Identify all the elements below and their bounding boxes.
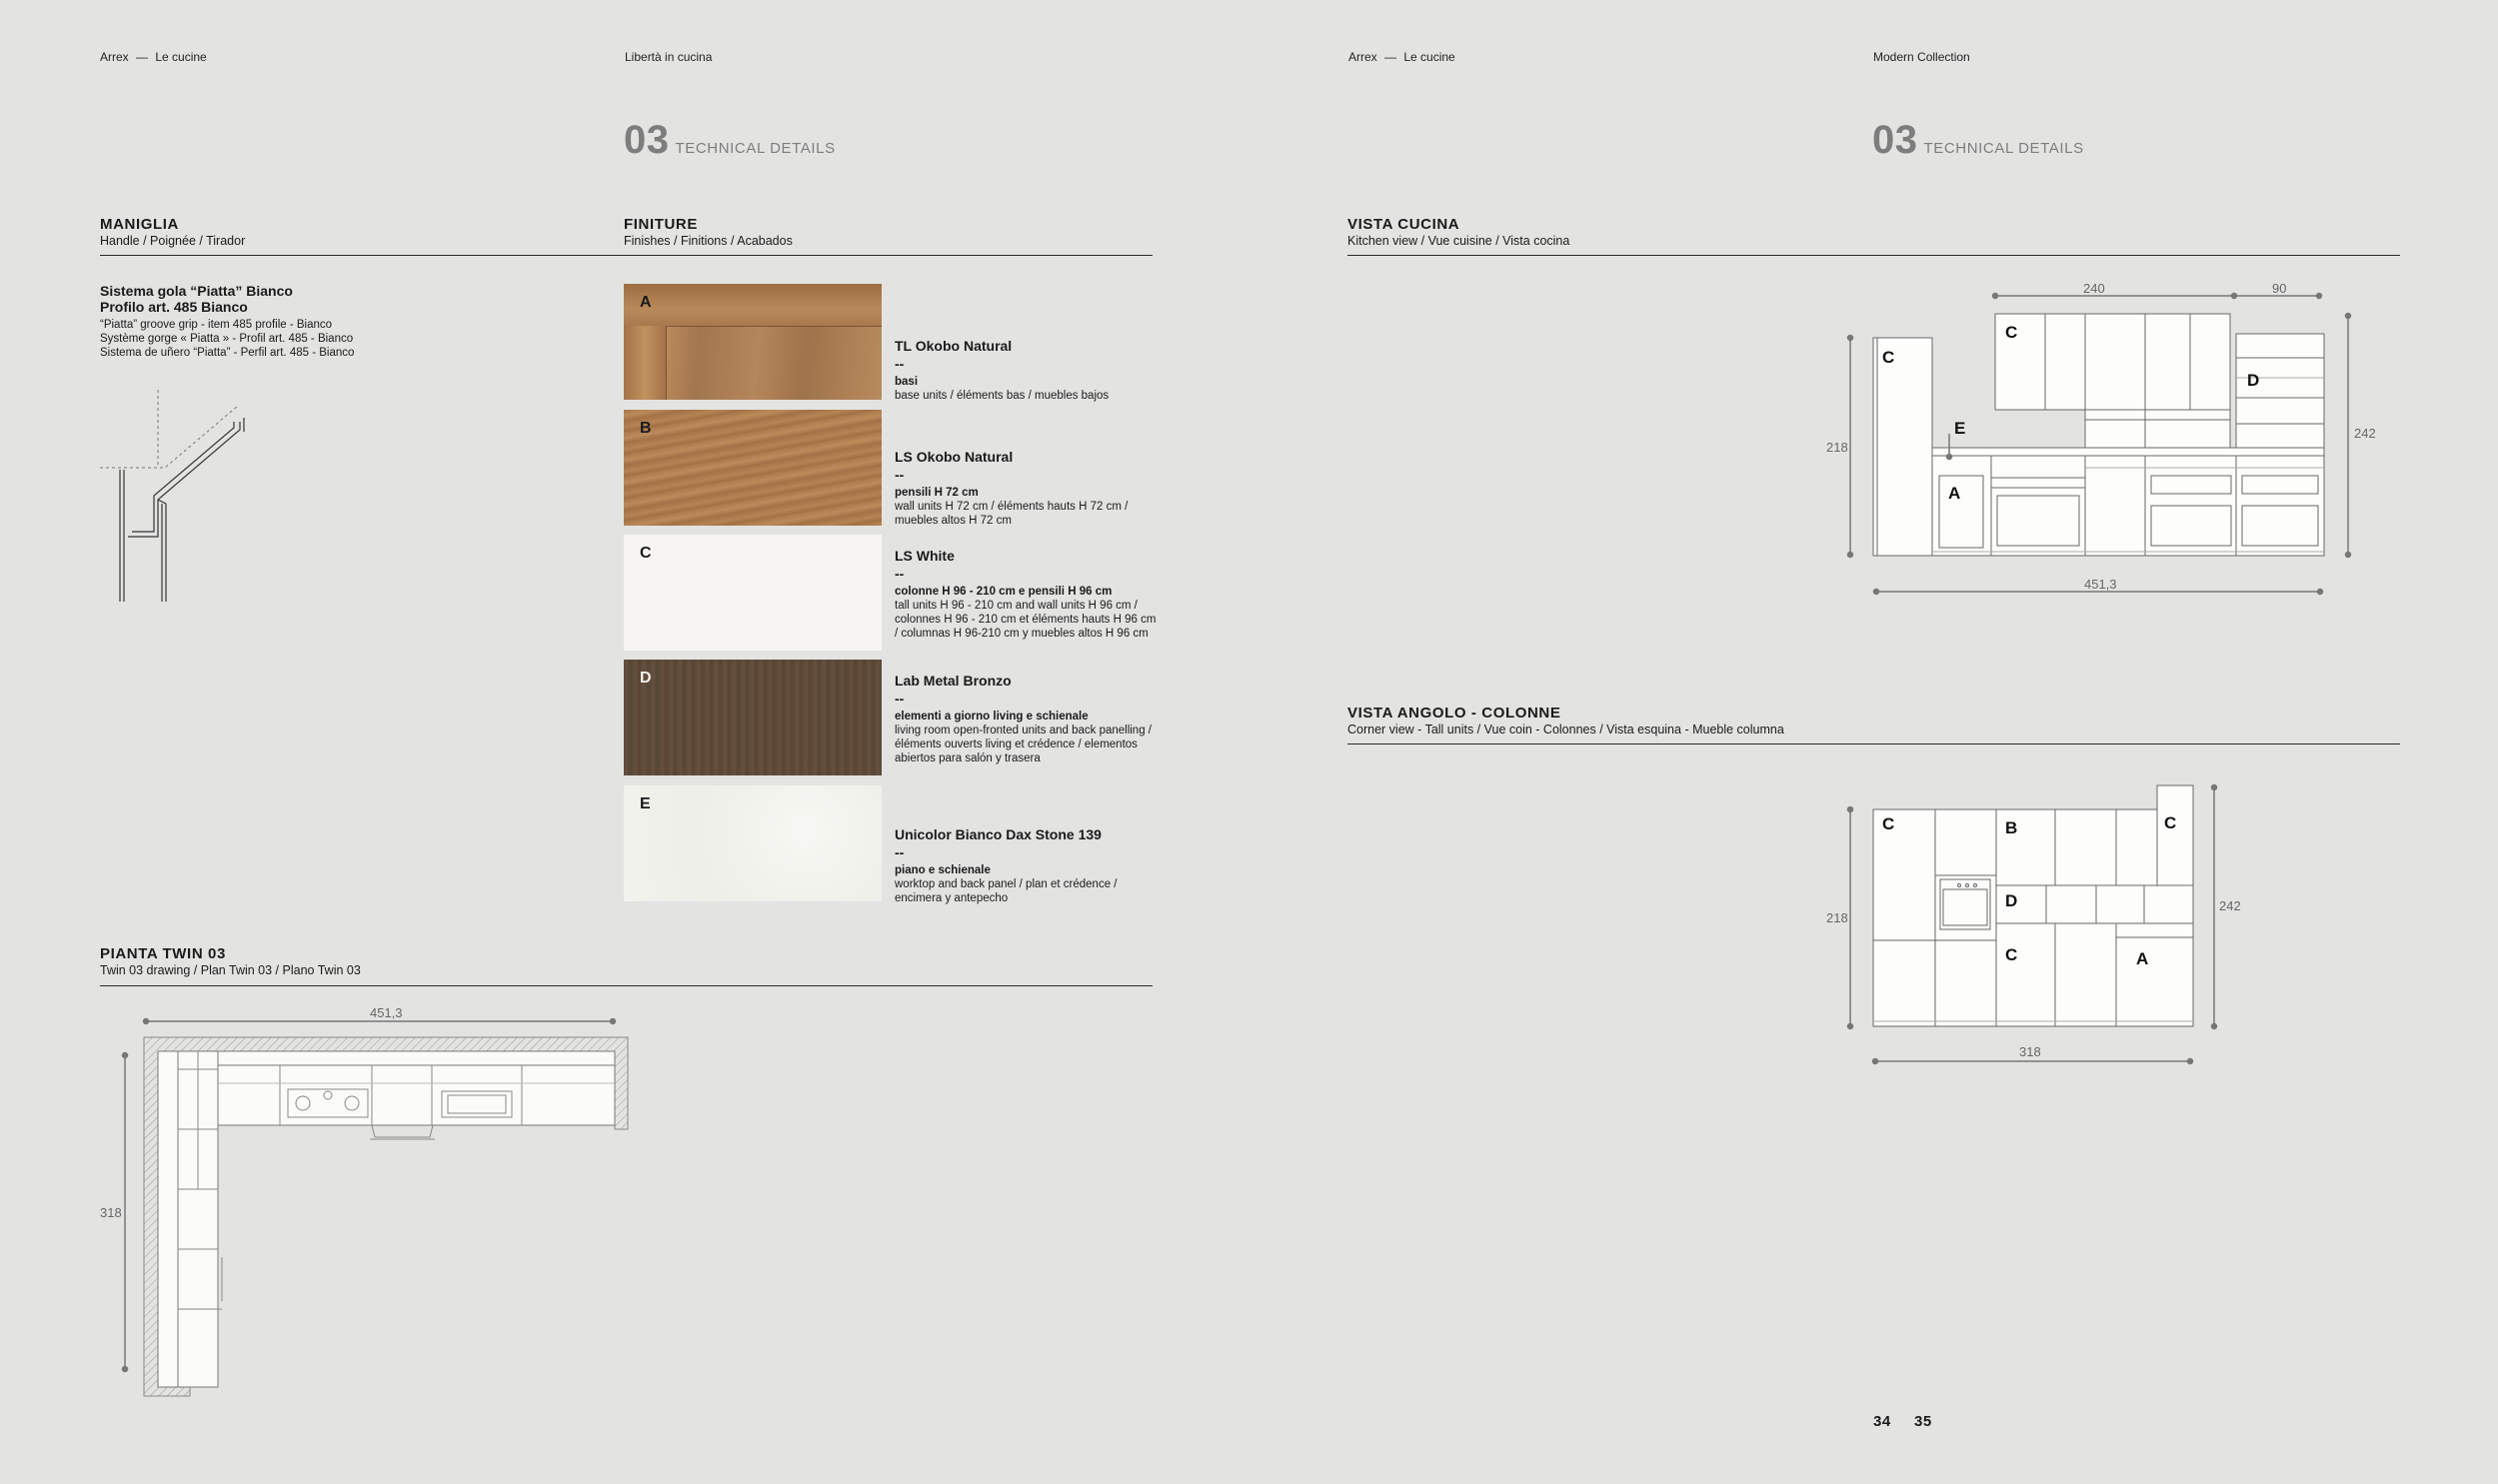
kitchen-dim-top-1: 240 [2083, 281, 2105, 296]
section-number: 03 [1872, 118, 1918, 162]
finish-name: Unicolor Bianco Dax Stone 139 [895, 826, 1102, 842]
corner-dim-left: 218 [1826, 910, 1848, 925]
corner-label-c-left: C [1882, 814, 1895, 833]
handle-subtitle: Handle / Poignée / Tirador [100, 234, 246, 248]
corner-view-title: VISTA ANGOLO - COLONNE [1347, 705, 1561, 722]
corner-elevation-drawing [1839, 779, 2239, 1069]
kitchen-dim-left: 218 [1826, 440, 1848, 455]
floor-plan-drawing [80, 999, 640, 1399]
swatch-b [624, 410, 882, 526]
finish-dash: -- [895, 356, 905, 372]
section-divider [1347, 743, 2400, 744]
swatch-c [624, 535, 882, 651]
kitchen-elevation-drawing [1839, 280, 2379, 610]
kitchen-view-heading [1347, 216, 1569, 248]
handle-profile-drawing [95, 382, 255, 612]
running-header-right [1348, 50, 1455, 64]
finish-dash: -- [895, 566, 905, 582]
finish-usage: colonne H 96 - 210 cm e pensili H 96 cm [895, 586, 1113, 598]
swatch-a [624, 284, 882, 400]
finish-name: Lab Metal Bronzo [895, 673, 1012, 689]
finish-dash: -- [895, 691, 905, 707]
kitchen-label-e: E [1954, 419, 1966, 438]
finish-usage: basi [895, 376, 919, 388]
kitchen-label-c-tall: C [1882, 348, 1895, 367]
finishes-title: FINITURE [624, 216, 698, 233]
handle-profile: Profilo art. 485 Bianco [100, 299, 248, 315]
corner-label-d: D [2005, 891, 2018, 910]
finishes-subtitle: Finishes / Finitions / Acabados [624, 234, 793, 248]
finish-description: base units / éléments bas / muebles bajos [895, 390, 1110, 402]
corner-dim-right: 242 [2219, 898, 2241, 913]
finish-b-text [895, 449, 1157, 528]
corner-label-c-bottom: C [2005, 945, 2018, 964]
running-header-left [100, 50, 207, 64]
plan-depth-dimension: 318 [100, 1205, 122, 1220]
finish-e-text [895, 826, 1157, 905]
kitchen-label-c-wall: C [2005, 323, 2018, 342]
brand-name: Arrex [1348, 50, 1377, 64]
brand-name: Arrex [100, 50, 129, 64]
running-title-right: Modern Collection [1873, 50, 1970, 64]
finish-usage: pensili H 72 cm [895, 487, 979, 499]
kitchen-view-title: VISTA CUCINA [1347, 216, 1460, 233]
finish-description: worktop and back panel / plan et crédence / encimera y antepecho [895, 878, 1118, 904]
corner-view-subtitle: Corner view - Tall units / Vue coin - Colonnes / Vista esquina - Mueble columna [1347, 723, 1784, 737]
finish-description: living room open-fronted units and back panelling / éléments ouverts living et crédence / elementos abiertos para salón y trasera [895, 725, 1152, 764]
handle-line-en: “Piatta” groove grip - item 485 profile - Bianco [100, 319, 333, 331]
header-section: Le cucine [1403, 50, 1455, 64]
finish-name: TL Okobo Natural [895, 338, 1013, 354]
handle-section-heading [100, 216, 245, 248]
section-divider [100, 255, 1153, 256]
finish-a-text [895, 338, 1157, 403]
section-divider [1347, 255, 2400, 256]
finish-name: LS Okobo Natural [895, 449, 1014, 465]
corner-label-b: B [2005, 818, 2018, 837]
plan-subtitle: Twin 03 drawing / Plan Twin 03 / Plano Twin 03 [100, 963, 361, 977]
page-number-left: 34 [1873, 1413, 1891, 1430]
swatch-letter: C [640, 545, 652, 562]
handle-name: Sistema gola “Piatta” Bianco [100, 283, 293, 299]
section-divider [100, 985, 1153, 986]
kitchen-view-subtitle: Kitchen view / Vue cuisine / Vista cocina [1347, 234, 1570, 248]
finish-usage: piano e schienale [895, 864, 991, 876]
handle-description [100, 283, 354, 360]
handle-line-fr: Système gorge « Piatta » - Profil art. 485 - Bianco [100, 333, 354, 345]
header-dash: — [136, 50, 149, 64]
corner-view-heading [1347, 705, 1784, 737]
finish-c-text [895, 548, 1157, 641]
swatch-letter: A [640, 294, 652, 311]
finish-usage: elementi a giorno living e schienale [895, 711, 1089, 723]
kitchen-dim-top-2: 90 [2272, 281, 2287, 296]
section-label: TECHNICAL DETAILS [1923, 140, 2084, 157]
kitchen-label-d: D [2247, 371, 2260, 390]
corner-dim-bottom: 318 [2019, 1044, 2041, 1059]
corner-label-c-right: C [2164, 813, 2177, 832]
page-number-right: 35 [1914, 1413, 1932, 1430]
section-heading-right [1872, 118, 2084, 163]
handle-line-es: Sistema de uñero “Piatta” - Perfil art. 485 - Bianco [100, 347, 355, 359]
plan-width-dimension: 451,3 [370, 1005, 403, 1020]
finish-dash: -- [895, 844, 905, 860]
finish-name: LS White [895, 548, 955, 564]
finish-dash: -- [895, 467, 905, 483]
corner-label-a: A [2136, 949, 2149, 968]
header-section: Le cucine [155, 50, 207, 64]
kitchen-label-a: A [1948, 484, 1961, 503]
finish-d-text [895, 673, 1157, 765]
section-heading-left [624, 118, 836, 163]
section-number: 03 [624, 118, 670, 162]
running-title-left: Libertà in cucina [625, 50, 713, 64]
kitchen-dim-bottom: 451,3 [2084, 577, 2117, 592]
swatch-letter: B [640, 420, 652, 437]
finishes-section-heading [624, 216, 793, 248]
kitchen-dim-right: 242 [2354, 426, 2376, 441]
swatch-d [624, 660, 882, 775]
swatch-letter: E [640, 795, 651, 812]
header-dash: — [1384, 50, 1397, 64]
swatch-letter: D [640, 670, 652, 687]
handle-title: MANIGLIA [100, 216, 179, 233]
plan-section-heading [100, 945, 361, 977]
swatch-e [624, 785, 882, 901]
finish-description: tall units H 96 - 210 cm and wall units H 96 cm / colonnes H 96 - 210 cm et éléments hauts H 96 cm / columnas H 96-210 cm y muebles altos H 96 cm [895, 600, 1157, 640]
finish-description: wall units H 72 cm / éléments hauts H 72 cm / muebles altos H 72 cm [895, 501, 1129, 527]
section-label: TECHNICAL DETAILS [675, 140, 836, 157]
plan-title: PIANTA TWIN 03 [100, 945, 226, 962]
